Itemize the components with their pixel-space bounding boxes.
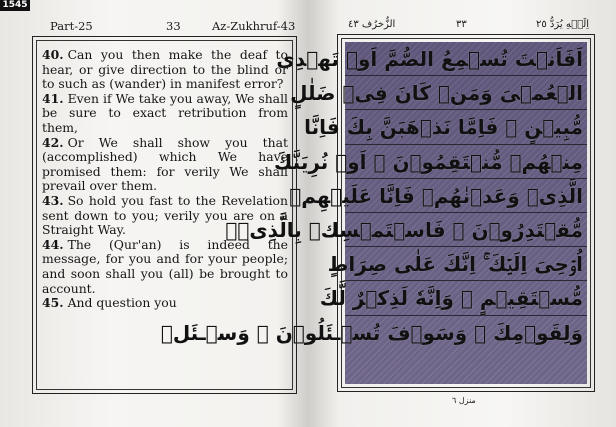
- arabic-line-8: مُّسۡتَقِيۡمٍ ۞ وَاِنَّهٗ لَذِكۡرٌ لَّكَ: [345, 281, 587, 315]
- left-header-part: Part-25: [50, 19, 93, 33]
- verse-45: 45. And question you: [42, 295, 177, 311]
- right-header-page-number: ٣٣: [456, 19, 467, 30]
- arabic-line-2: الۡعُمۡىَ وَمَنۡ كَانَ فِىۡ ضَلٰلٍ: [345, 76, 587, 110]
- verse-40: 40. Can you then make the deaf to hear, or give direction to the blind or to such as (wander) in manifest error?: [42, 47, 288, 92]
- right-header-surah: الزُّخرُف ٤٣: [348, 19, 396, 30]
- manzil-marker: منزل ٦: [452, 396, 476, 405]
- verse-41: 41. Even if We take you away, We shall be sure to exact retribution from them,: [42, 90, 288, 135]
- arabic-line-1: اَفَاَنۡتَ تُسۡمِعُ الصُّمَّ اَوۡ تَهۡدِى: [345, 42, 587, 76]
- right-header-part: اِلَيۡهِ يُرَدُّ ٢٥: [536, 19, 590, 30]
- arabic-line-9: وَلِقَوۡمِكَ‌ ۚ وَسَوۡفَ تُسۡـئَلُوۡنَ ۞ وَسۡـئَلۡ: [160, 320, 583, 345]
- arabic-line-6: مُّقۡتَدِرُوۡنَ ۞ فَاسۡتَمۡسِكۡ بِالَّذِىۡۤ: [345, 213, 587, 247]
- verse-43: 43. So hold you fast to the Revelation sent down to you; verily you are on a Straight Way.: [42, 192, 288, 238]
- left-header-surah: Az-Zukhruf-43: [212, 19, 296, 33]
- arabic-line-4: مِنۡهُمۡ مُّنۡتَقِمُوۡنَ ۞ اَوۡ نُرِيَنَّكَ: [345, 145, 587, 179]
- arabic-line-5: الَّذِىۡ وَعَدۡنٰهُمۡ فَاِنَّا عَلَيۡهِمۡ: [345, 179, 587, 213]
- scan-page-id: 1545: [0, 0, 30, 11]
- verse-44: 44. The (Qur'an) is indeed the message, for you and for your people; and soon shall you (all) be brought to account.: [42, 236, 288, 296]
- arabic-line-3: مُّبِيۡنٍ ۞ فَاِمَّا نَذۡهَبَنَّ بِكَ فَاِنَّا: [345, 110, 587, 144]
- verse-42: 42. Or We shall show you that (accomplished) which We have promised them: for verily We shall prevail over them.: [42, 134, 288, 194]
- arabic-line-7: اُوۡحِىَ اِلَيۡكَ‌ ۚ اِنَّكَ عَلٰى صِرَاطٍ: [345, 247, 587, 281]
- left-header-page-number: 33: [166, 19, 181, 33]
